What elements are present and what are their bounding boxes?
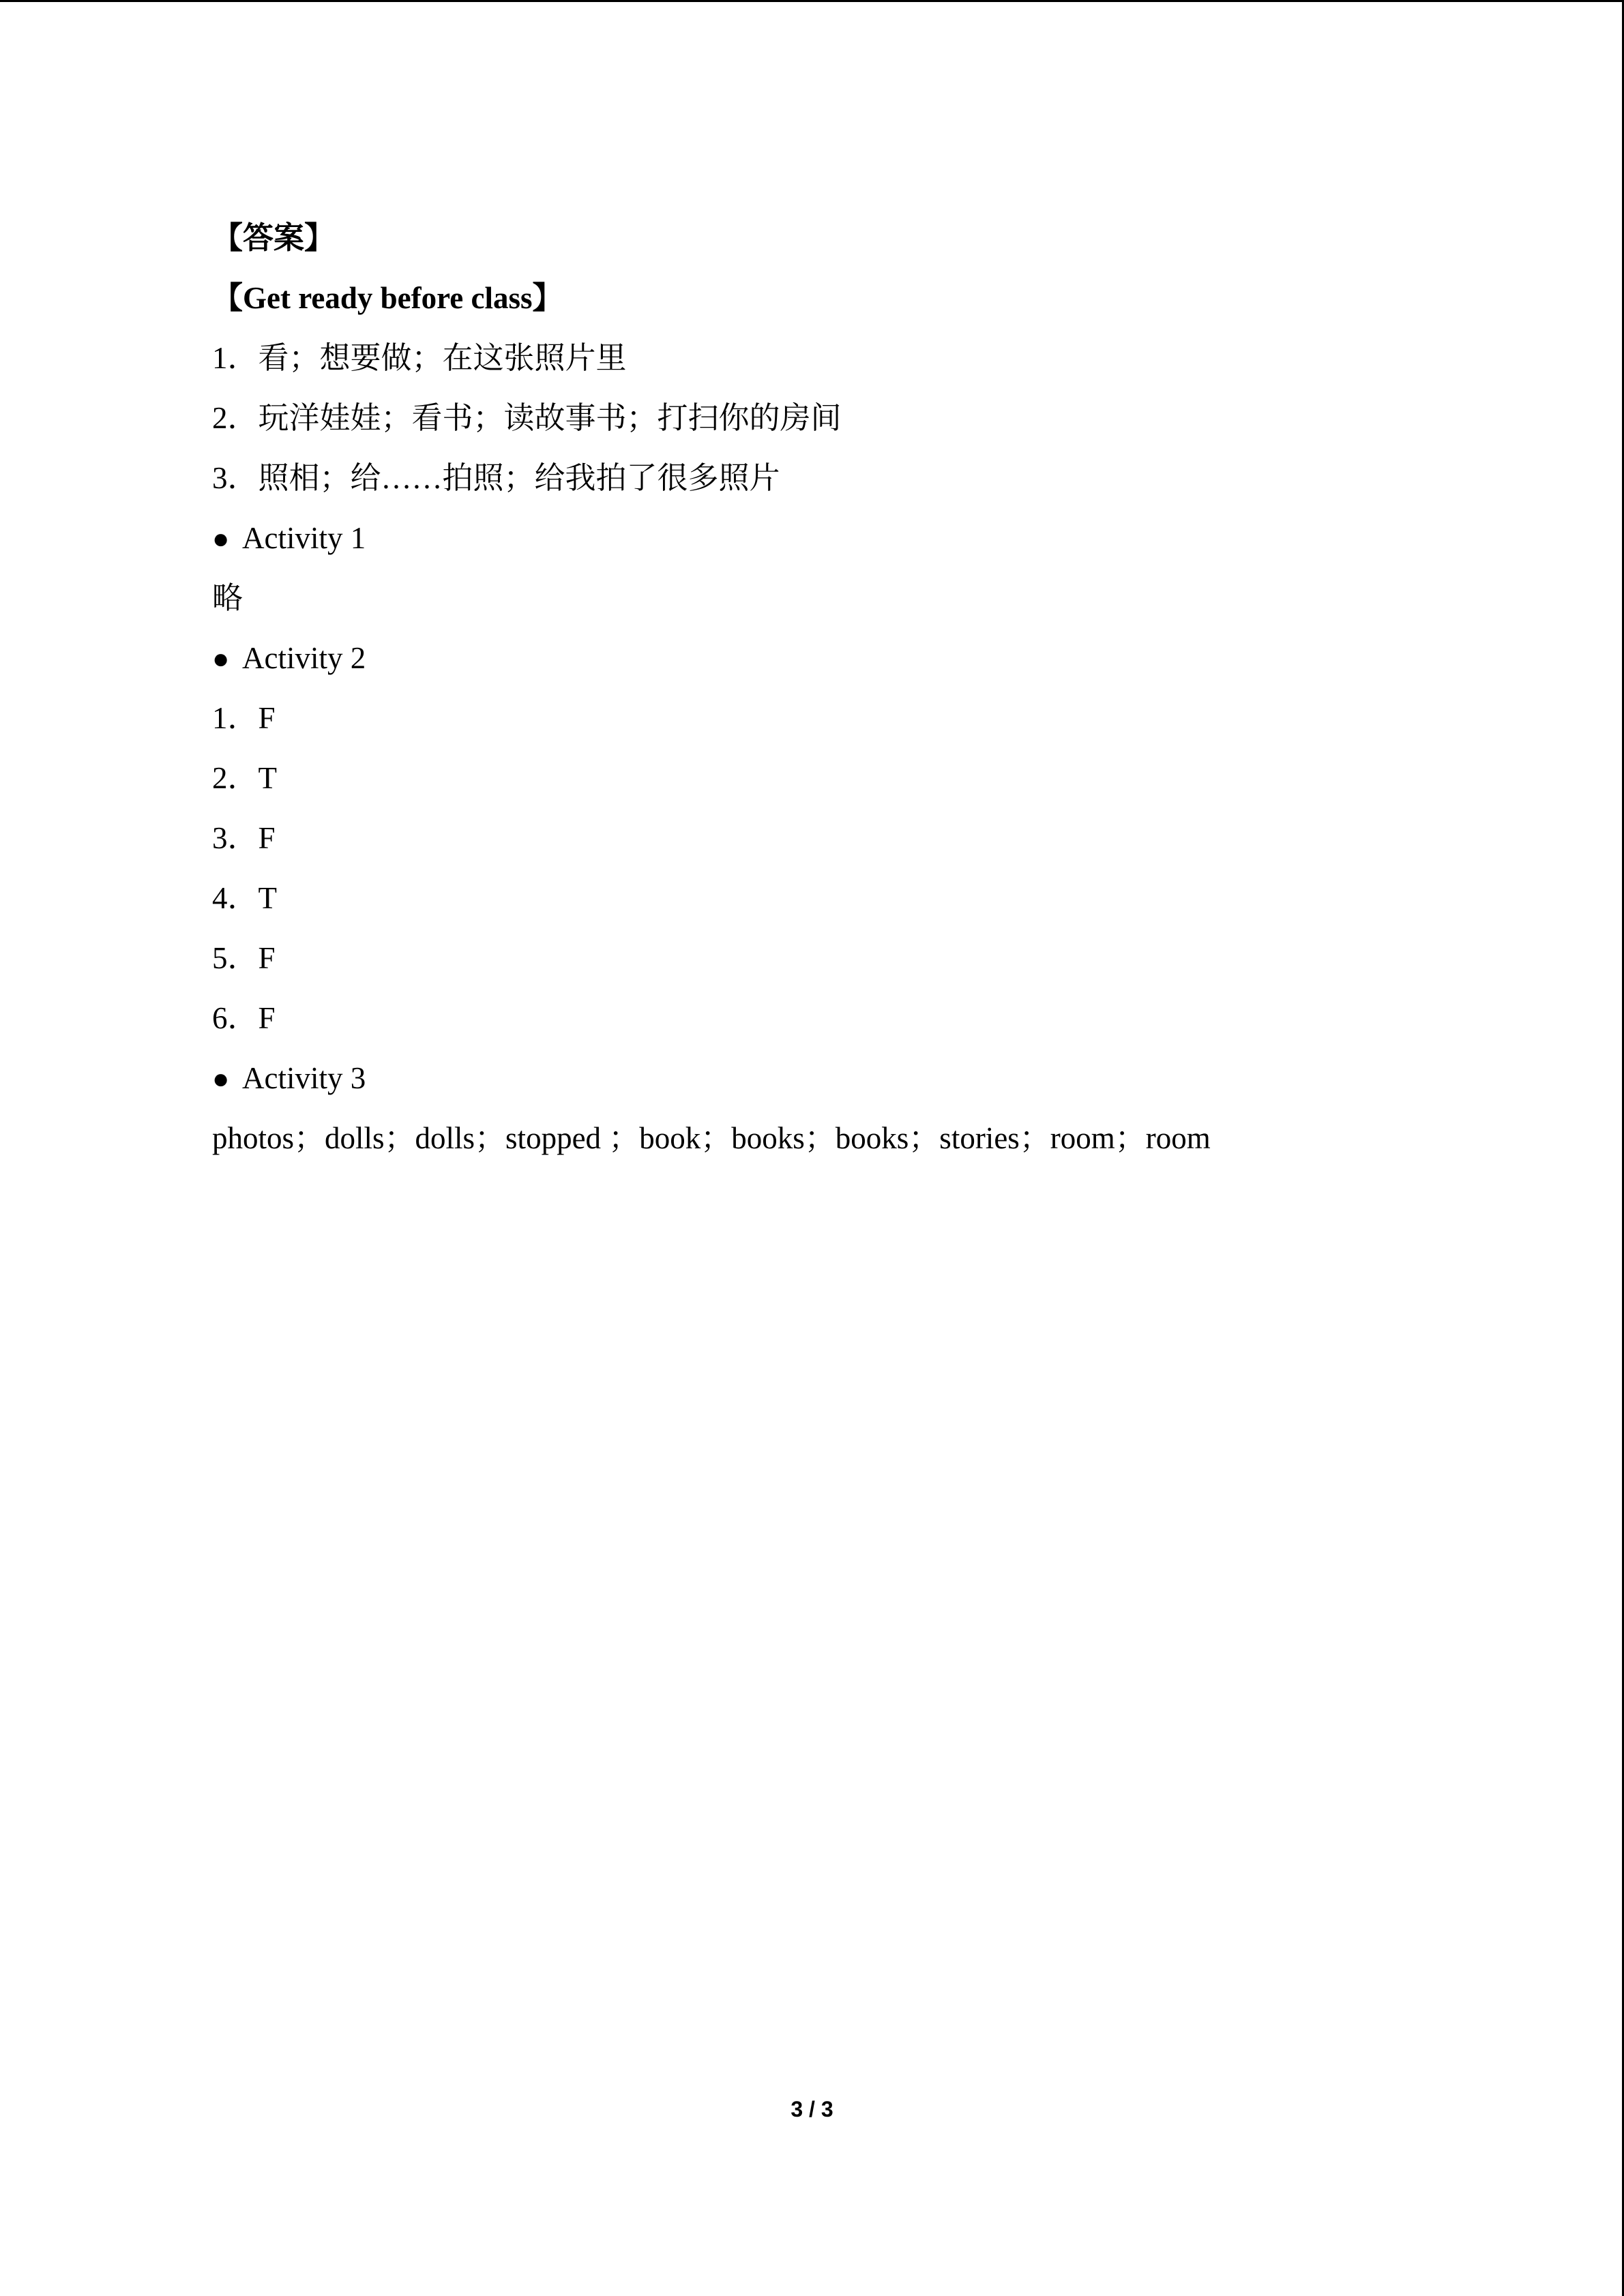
document-body [212, 208, 1440, 1168]
activity-1-title: Activity 1 [242, 521, 366, 555]
prep-item-2: 2．玩洋娃娃；看书；读故事书；打扫你的房间 [212, 401, 842, 435]
page-number: 3 / 3 [791, 2097, 833, 2121]
activity-3-heading [212, 1048, 1440, 1108]
activity-2-title: Activity 2 [242, 641, 366, 675]
activity-3-title: Activity 3 [242, 1061, 366, 1095]
page-border-top [0, 0, 1624, 2]
activity-2-answer-6: 6．F [212, 1001, 276, 1035]
answer-heading: 【答案】 [212, 221, 336, 255]
activity-3-answer: photos；dolls；dolls；stopped ；book；books；books；stories；room；room [212, 1121, 1211, 1155]
bullet-icon: ● [212, 524, 230, 555]
activity-2-answer-4: 4．T [212, 881, 277, 915]
activity-1-heading [212, 508, 1440, 568]
activity-2-answer-5: 5．F [212, 941, 276, 975]
prep-item-3: 3．照相；给……拍照；给我拍了很多照片 [212, 461, 780, 495]
activity-1-answer: 略 [212, 581, 243, 615]
activity-2-heading [212, 628, 1440, 688]
bullet-icon: ● [212, 644, 230, 675]
activity-2-answer-1: 1．F [212, 701, 276, 735]
activity-2-answer-2: 2．T [212, 761, 277, 795]
bullet-icon: ● [212, 1064, 230, 1095]
activity-2-answer-3: 3．F [212, 821, 276, 855]
section-heading: 【Get ready before class】 [212, 281, 563, 315]
prep-item-1: 1．看；想要做；在这张照片里 [212, 341, 627, 375]
